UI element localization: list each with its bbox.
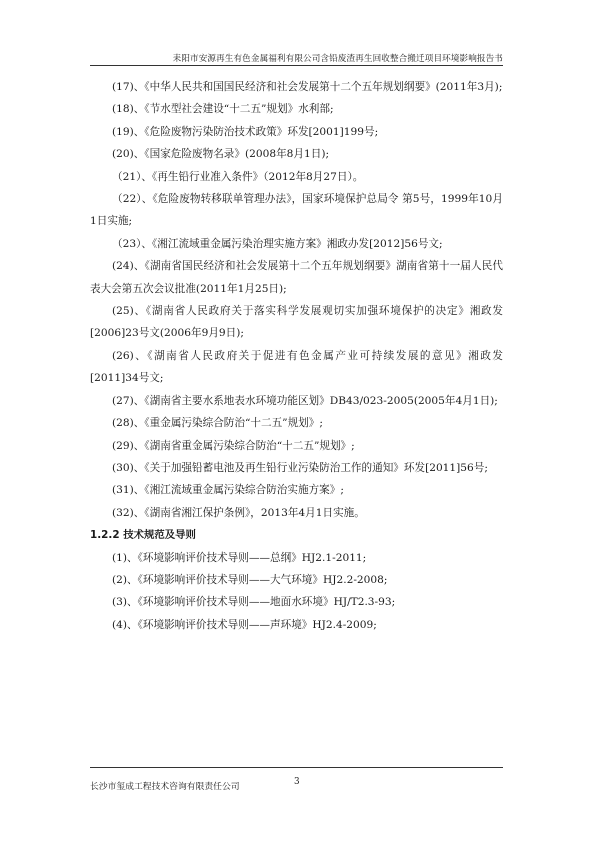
list-item: (29)、《湖南省重金属污染综合防治“十二五”规划》; bbox=[112, 439, 355, 452]
page-number: 3 bbox=[294, 777, 300, 787]
list-item: (19)、《危险废物污染防治技术政策》环发[2001]199号; bbox=[112, 125, 379, 138]
list-item: （21）、《再生铅行业准入条件》（2012年8月27日）。 bbox=[112, 170, 364, 183]
list-item: (2)、《环境影响评价技术导则——大气环境》HJ2.2-2008; bbox=[112, 573, 388, 586]
section-heading: 1.2.2 技术规范及导则 bbox=[90, 529, 196, 542]
list-item: (18)、《节水型社会建设“十二五”规划》水利部; bbox=[112, 103, 334, 116]
list-item: (24)、《湖南省国民经济和社会发展第十二个五年规划纲要》湖南省第十一届人民代表大会第五次会议批准(2011年1月25日); bbox=[90, 260, 503, 295]
footer-divider bbox=[90, 767, 503, 768]
list-item: (26)、《湖南省人民政府关于促进有色金属产业可持续发展的意见》湘政发[2011]34号文; bbox=[90, 349, 503, 385]
list-item: (1)、《环境影响评价技术导则——总纲》HJ2.1-2011; bbox=[112, 551, 367, 564]
list-item: （22）、《危险废物转移联单管理办法》，国家环境保护总局令 第5号，1999年10月1日实施; bbox=[90, 193, 503, 228]
list-item: (31)、《湘江流域重金属污染综合防治实施方案》; bbox=[112, 484, 344, 497]
list-item: (4)、《环境影响评价技术导则——声环境》HJ2.4-2009; bbox=[112, 618, 377, 631]
list-item: (30)、《关于加强铅蓄电池及再生铅行业污染防治工作的通知》环发[2011]56号; bbox=[112, 461, 488, 474]
list-item: (3)、《环境影响评价技术导则——地面水环境》HJ/T2.3-93; bbox=[112, 596, 396, 609]
list-item: （23）、《湘江流域重金属污染治理实施方案》湘政办发[2012]56号文; bbox=[112, 237, 443, 250]
list-item: (17)、《中华人民共和国国民经济和社会发展第十二个五年规划纲要》(2011年3月); bbox=[112, 81, 503, 93]
running-header: 耒阳市安源再生有色金属福利有限公司含铅废渣再生回收整合搬迁项目环境影响报告书 bbox=[172, 54, 503, 64]
list-item: (28)、《重金属污染综合防治“十二五”规划》; bbox=[112, 417, 323, 430]
footer-company: 长沙市玺成工程技术咨询有限责任公司 bbox=[90, 782, 240, 792]
list-item: (20)、《国家危险废物名录》(2008年8月1日); bbox=[112, 148, 330, 161]
list-item: (25)、《湖南省人民政府关于落实科学发展观切实加强环境保护的决定》湘政发[2006]23号文(2006年9月9日); bbox=[90, 305, 503, 340]
list-item: (27)、《湖南省主要水系地表水环境功能区划》DB43/023-2005(2005年4月1日); bbox=[112, 394, 498, 407]
header-divider bbox=[90, 65, 503, 66]
list-item: (32)、《湖南省湘江保护条例》，2013年4月1日实施。 bbox=[112, 506, 365, 519]
document-body bbox=[90, 76, 503, 636]
